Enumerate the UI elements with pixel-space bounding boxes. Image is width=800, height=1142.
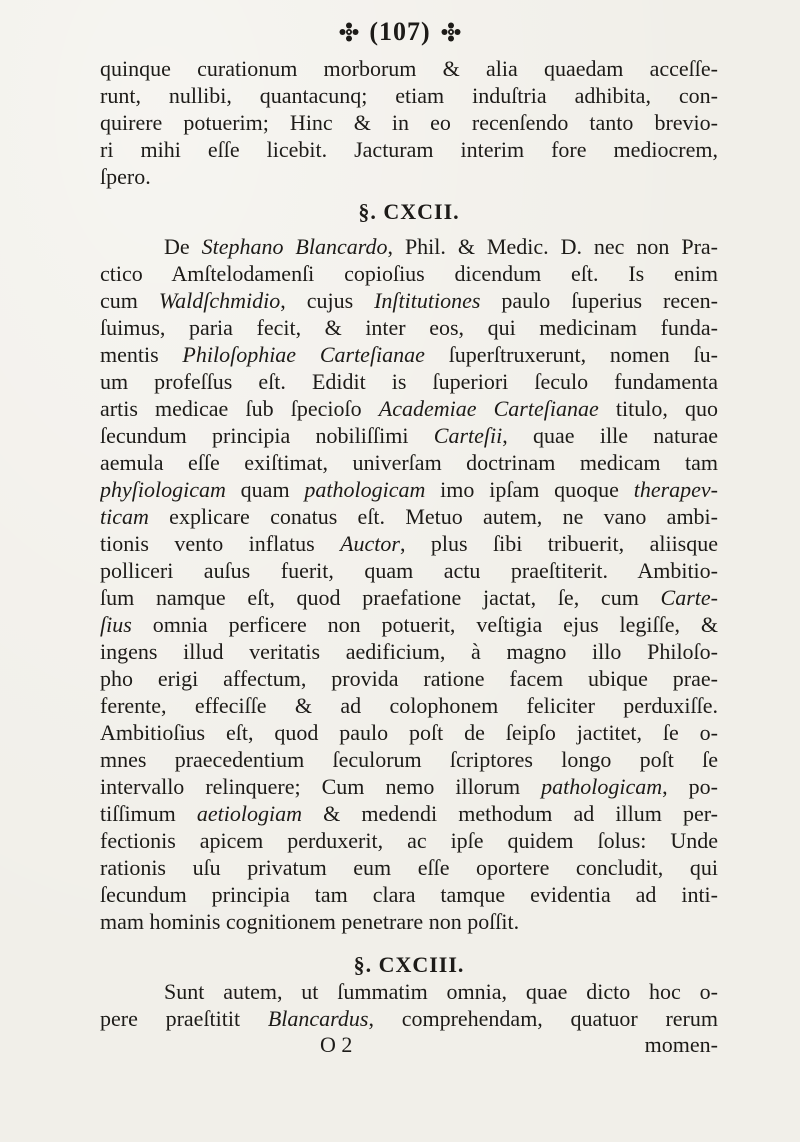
text-span: paulo ſuperius recen- [480, 288, 718, 313]
text-span: fectionis apicem perduxerit, ac ipſe quidem ſolus: Unde [100, 828, 718, 853]
text-span: , comprehendam, quatuor rerum [368, 1006, 718, 1031]
text-span: , Phil. & Medic. D. nec non Pra- [387, 234, 718, 259]
text-line [100, 395, 718, 422]
text-line [100, 260, 718, 287]
italic-text: Philoſophiae Carteſianae [182, 342, 425, 367]
text-line [100, 638, 718, 665]
text-line [100, 854, 718, 881]
text-span: cum [100, 288, 159, 313]
italic-text: ſius [100, 612, 132, 637]
text-span: omnia perficere non potuerit, veſtigia ejus legiſſe, & [131, 612, 718, 637]
signature-mark: O 2 [320, 1032, 353, 1057]
text-span: , plus ſibi tribuerit, aliisque [399, 531, 718, 556]
text-span: pho erigi affectum, provida ratione facem ubique prae- [100, 666, 718, 691]
page-footer [100, 1032, 718, 1058]
text-span: imo ipſam quoque [425, 477, 634, 502]
text-line [100, 881, 718, 908]
text-line [100, 287, 718, 314]
text-line: runt, nullibi, quantacunq; etiam induſtria adhibita, con- [100, 83, 718, 108]
text-span: ſum namque eſt, quod praefatione jactat, ſe, cum [100, 585, 661, 610]
paragraph-2 [100, 233, 718, 935]
body-text [100, 55, 718, 1058]
italic-text: ticam [100, 504, 149, 529]
text-span: mam hominis cognitionem penetrare non poſſit. [100, 909, 520, 934]
text-span: explicare conatus eſt. Metuo autem, ne vano ambi- [148, 504, 718, 529]
italic-text: Auctor [340, 531, 400, 556]
italic-text: phyſiologicam [100, 477, 226, 502]
text-line: ri mihi eſſe licebit. Jacturam interim fore mediocrem, [100, 137, 718, 162]
text-span: ſecundum principia nobiliſſimi [100, 423, 434, 448]
text-span: ſuperſtruxerunt, nomen ſu- [424, 342, 718, 367]
text-span: ctico Amſtelodamenſi copioſius dicendum eſt. Is enim [100, 261, 718, 286]
text-line [100, 557, 718, 584]
text-line [100, 611, 718, 638]
text-line [100, 1005, 718, 1032]
text-line [100, 800, 718, 827]
text-span: artis medicae ſub ſpecioſo [100, 396, 379, 421]
text-span: Sunt autem, ut ſummatim omnia, quae dicto hoc o- [164, 979, 718, 1004]
text-span: , po- [662, 774, 718, 799]
catchword: momen- [644, 1032, 718, 1057]
text-span: tiſſimum [100, 801, 197, 826]
text-line: quirere potuerim; Hinc & in eo recenſendo tanto brevio- [100, 110, 718, 135]
text-span: , cujus [280, 288, 375, 313]
text-line [100, 908, 718, 935]
page-header [0, 14, 800, 50]
italic-text: Blancardus [267, 1006, 369, 1031]
text-span: quam [225, 477, 305, 502]
text-span: um profeſſus eſt. Edidit is ſuperiori ſeculo fundamenta [100, 369, 718, 394]
text-line [100, 978, 718, 1005]
text-line [100, 476, 718, 503]
text-span: mentis [100, 342, 183, 367]
text-line [100, 314, 718, 341]
text-line [100, 719, 718, 746]
text-span: pere praeſtitit [100, 1006, 268, 1031]
text-line [100, 773, 718, 800]
page-number: (107) [369, 17, 431, 46]
text-span: intervallo relinquere; Cum nemo illorum [100, 774, 542, 799]
text-span: ingens illud veritatis aedificium, à magno illo Philoſo- [100, 639, 718, 664]
italic-text: therapev- [633, 477, 718, 502]
text-span: polliceri auſus fuerit, quam actu praeſtiterit. Ambitio- [100, 558, 718, 583]
text-span: tionis vento inflatus [100, 531, 341, 556]
text-span: rationis uſu privatum eum eſſe oportere concludit, qui [100, 855, 718, 880]
text-line [100, 530, 718, 557]
text-span: De [164, 234, 202, 259]
text-span: ferente, effeciſſe & ad colophonem feliciter perduxiſſe. [100, 693, 718, 718]
text-line [100, 422, 718, 449]
text-line: ſpero. [100, 164, 151, 189]
section-heading-cxciii: §. CXCIII. [353, 952, 465, 977]
text-line [100, 368, 718, 395]
text-line [100, 584, 718, 611]
text-line [100, 449, 718, 476]
text-span: Ambitioſius eſt, quod paulo poſt de ſeipſo jactitet, ſe o- [100, 720, 718, 745]
italic-text: pathologicam [541, 774, 663, 799]
italic-text: Carte- [660, 585, 718, 610]
text-line [100, 233, 718, 260]
text-line [100, 503, 718, 530]
text-span: & medendi methodum ad illum per- [302, 801, 718, 826]
text-line: quinque curationum morborum & alia quaedam acceſſe- [100, 56, 718, 81]
italic-text: Stephano Blancardo [201, 234, 388, 259]
text-span: ſuimus, paria fecit, & inter eos, qui medicinam funda- [100, 315, 718, 340]
paragraph-1 [100, 55, 718, 190]
italic-text: aetiologiam [196, 801, 303, 826]
text-line [100, 746, 718, 773]
italic-text: Carteſii [433, 423, 503, 448]
text-span: aemula eſſe exiſtimat, univerſam doctrinam medicam tam [100, 450, 718, 475]
text-line [100, 692, 718, 719]
text-span: , quae ille naturae [502, 423, 718, 448]
flower-ornament-icon [441, 22, 461, 42]
text-span: mnes praecedentium ſeculorum ſcriptores longo poſt ſe [100, 747, 718, 772]
section-heading-cxcii: §. CXCII. [358, 199, 460, 224]
text-line [100, 665, 718, 692]
text-span: titulo, quo [598, 396, 718, 421]
italic-text: Academiae Carteſianae [378, 396, 599, 421]
italic-text: Waldſchmidio [158, 288, 281, 313]
text-span: ſecundum principia tam clara tamque evidentia ad inti- [100, 882, 718, 907]
flower-ornament-icon [339, 22, 359, 42]
italic-text: pathologicam [304, 477, 426, 502]
paragraph-3 [100, 978, 718, 1032]
text-line [100, 341, 718, 368]
text-line [100, 827, 718, 854]
italic-text: Inſtitutiones [374, 288, 481, 313]
